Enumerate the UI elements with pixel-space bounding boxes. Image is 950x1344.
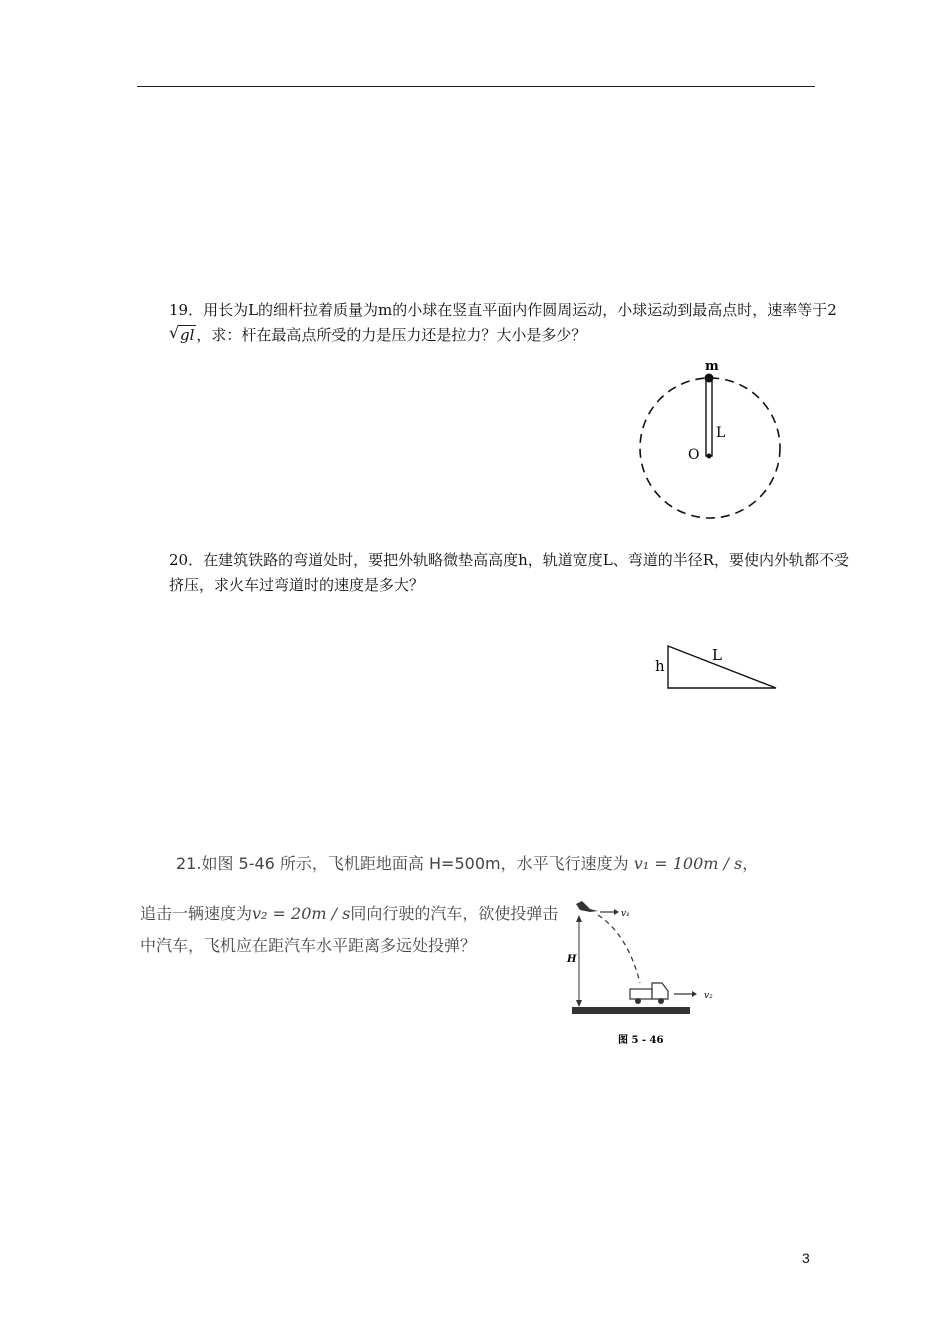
label-v1: v₁	[621, 909, 630, 919]
question-19-text	[137, 298, 859, 348]
question-21-line-1-text: 21.如图 5-46 所示，飞机距地面高 H=500m，水平飞行速度为	[176, 854, 629, 873]
page-number: 3	[802, 1250, 810, 1266]
question-19-text-after: ，求：杆在最高点所受的力是压力还是拉力？大小是多少？	[196, 326, 587, 344]
height-arrow-top	[576, 915, 582, 922]
rod	[706, 378, 712, 456]
question-21-body	[140, 898, 560, 962]
formula-v2: v₂ = 20m / s	[252, 904, 351, 923]
track-figure	[648, 640, 783, 692]
center-point	[707, 454, 712, 459]
truck-body	[630, 989, 652, 999]
figure-caption: 图 5 - 46	[618, 1035, 664, 1046]
question-21-line-1	[176, 851, 758, 874]
ground	[572, 1007, 690, 1014]
truck-cab	[652, 983, 668, 999]
label-m: m	[705, 359, 719, 374]
height-arrow-bottom	[576, 1000, 582, 1007]
formula-v1: v₁ = 100m / s	[633, 854, 743, 873]
bombing-figure	[568, 895, 728, 1055]
trajectory	[598, 915, 640, 983]
airplane-icon	[576, 901, 598, 912]
v2-arrowhead	[692, 991, 697, 997]
label-v2: v₂	[704, 991, 713, 1001]
label-L: L	[716, 425, 726, 441]
label-L: L	[712, 646, 722, 664]
label-O: O	[688, 447, 700, 463]
sqrt-expression: √ gl	[169, 323, 195, 344]
circle-figure	[620, 355, 800, 530]
question-21-rest: 同向行驶的汽车，欲使投弹击中汽车，飞机应在距汽车水平距离多远处投弹？	[140, 904, 559, 955]
ball	[705, 374, 714, 383]
sqrt-body: gl	[180, 326, 195, 344]
question-21-line-1-end: ，	[742, 854, 759, 873]
question-20-text: 20．在建筑铁路的弯道处时，要把外轨略微垫高高度h，轨道宽度L、弯道的半径R，要使内外轨都不受挤压，求火车过弯道时的速度是多大？	[169, 551, 850, 594]
question-21-prefix: 追击一辆速度为	[140, 904, 253, 923]
v1-arrowhead	[614, 909, 619, 915]
track-triangle	[668, 646, 776, 688]
question-19-text-before: 19．用长为L的细杆拉着质量为m的小球在竖直平面内作圆周运动，小球运动到最高点时，速率等于2	[169, 301, 837, 319]
truck-wheel-rear	[635, 998, 641, 1004]
label-H: H	[567, 954, 577, 965]
circular-path	[640, 378, 780, 518]
truck-wheel-front	[658, 998, 664, 1004]
header-rule	[137, 86, 815, 87]
label-h: h	[655, 657, 665, 675]
